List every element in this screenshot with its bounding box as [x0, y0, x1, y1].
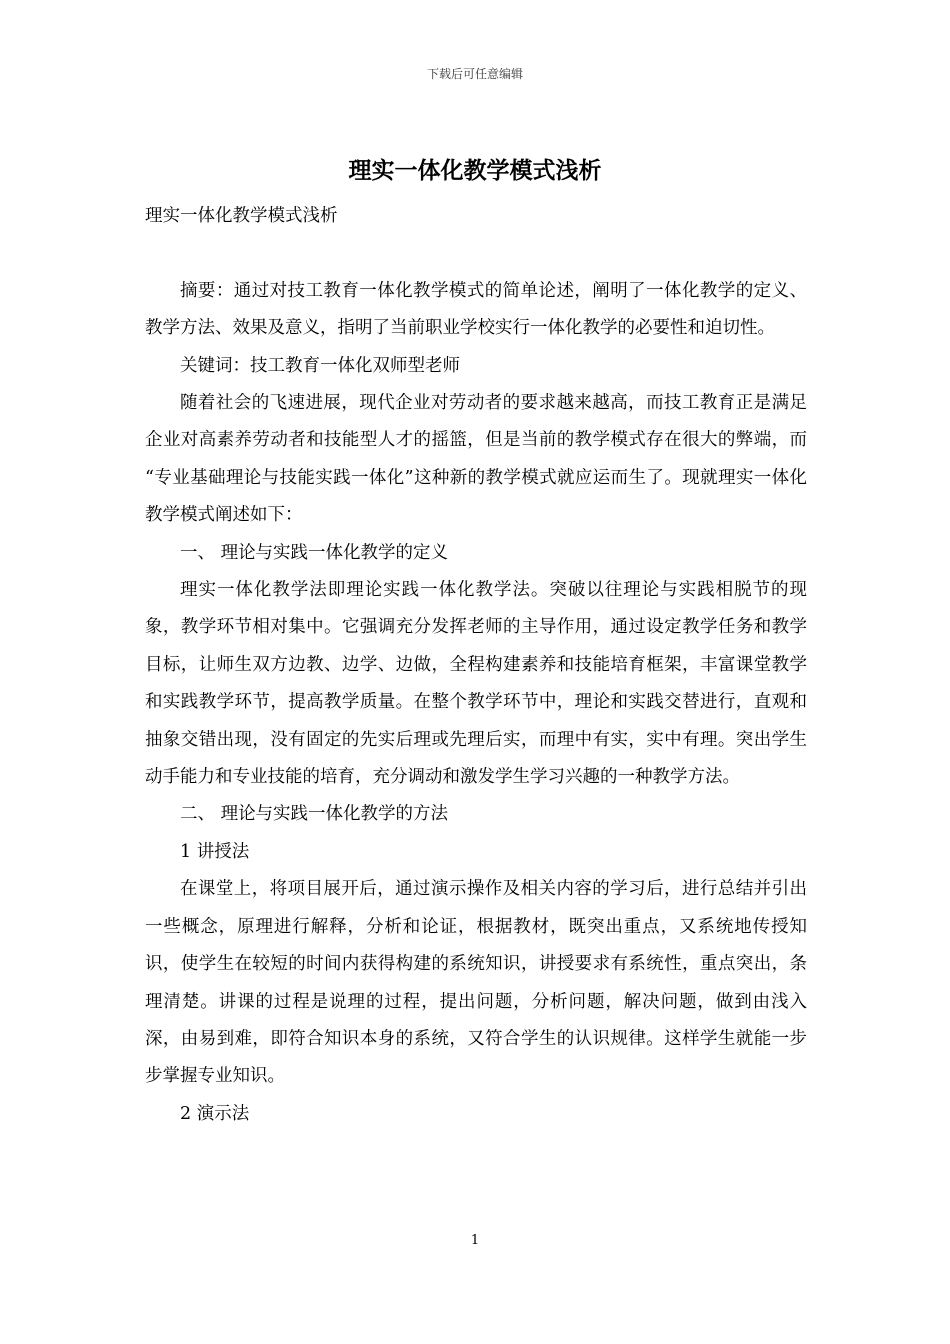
subheading-lecture-method: 1 讲授法 — [180, 841, 250, 862]
page-number: 1 — [470, 1233, 480, 1248]
definition-paragraph: 理实一体化教学法即理论实践一体化教学法。突破以往理论与实践相脱节的现象，教学环节相对集中。它强调充分发挥老师的主导作用，通过设定教学任务和教学目标，让师生双方边教、边学、边做，全程构建素养和技能培育框架，丰富课堂教学和实践教学环节，提高教学质量。在整个教学环节中，理论和实践交替进行，直观和抽象交错出现，没有固定的先实后理或先理后实，而理中有实，实中有理。突出学生动手能力和专业技能的培育，充分调动和激发学生学习兴趣的一种教学方法。 — [145, 580, 807, 788]
intro-paragraph: 随着社会的飞速进展，现代企业对劳动者的要求越来越高，而技工教育正是满足企业对高素养劳动者和技能型人才的摇篮，但是当前的教学模式存在很大的弊端，而 “专业基础理论与技能实践一体化”这种新的教学模式就应运而生了。现就理实一体化教学模式阐述如下： — [145, 393, 807, 526]
document-subtitle: 理实一体化教学模式浅析 — [145, 206, 338, 226]
section-heading-1: 一、 理论与实践一体化教学的定义 — [180, 542, 449, 563]
lecture-method-paragraph: 在课堂上，将项目展开后，通过演示操作及相关内容的学习后，进行总结并引出一些概念，原理进行解释，分析和论证，根据教材，既突出重点，又系统地传授知识，使学生在较短的时间内获得构建的系统知识，讲授要求有系统性，重点突出，条理清楚。讲课的过程是说理的过程，提出问题，分析问题，解决问题，做到由浅入深，由易到难，即符合知识本身的系统，又符合学生的认识规律。这样学生就能一步步掌握专业知识。 — [145, 879, 807, 1087]
blank-line — [145, 235, 807, 272]
document-body — [145, 198, 807, 1133]
abstract-paragraph: 摘要：通过对技工教育一体化教学模式的简单论述，阐明了一体化教学的定义、教学方法、效果及意义，指明了当前职业学校实行一体化教学的必要性和迫切性。 — [145, 280, 807, 339]
keywords-paragraph: 关键词：技工教育一体化双师型老师 — [180, 355, 460, 376]
header-note: 下载后可任意编辑 — [426, 67, 523, 81]
section-heading-2: 二、 理论与实践一体化教学的方法 — [180, 804, 449, 825]
document-title: 理实一体化教学模式浅析 — [348, 157, 602, 184]
subheading-demonstration-method: 2 演示法 — [180, 1103, 250, 1124]
